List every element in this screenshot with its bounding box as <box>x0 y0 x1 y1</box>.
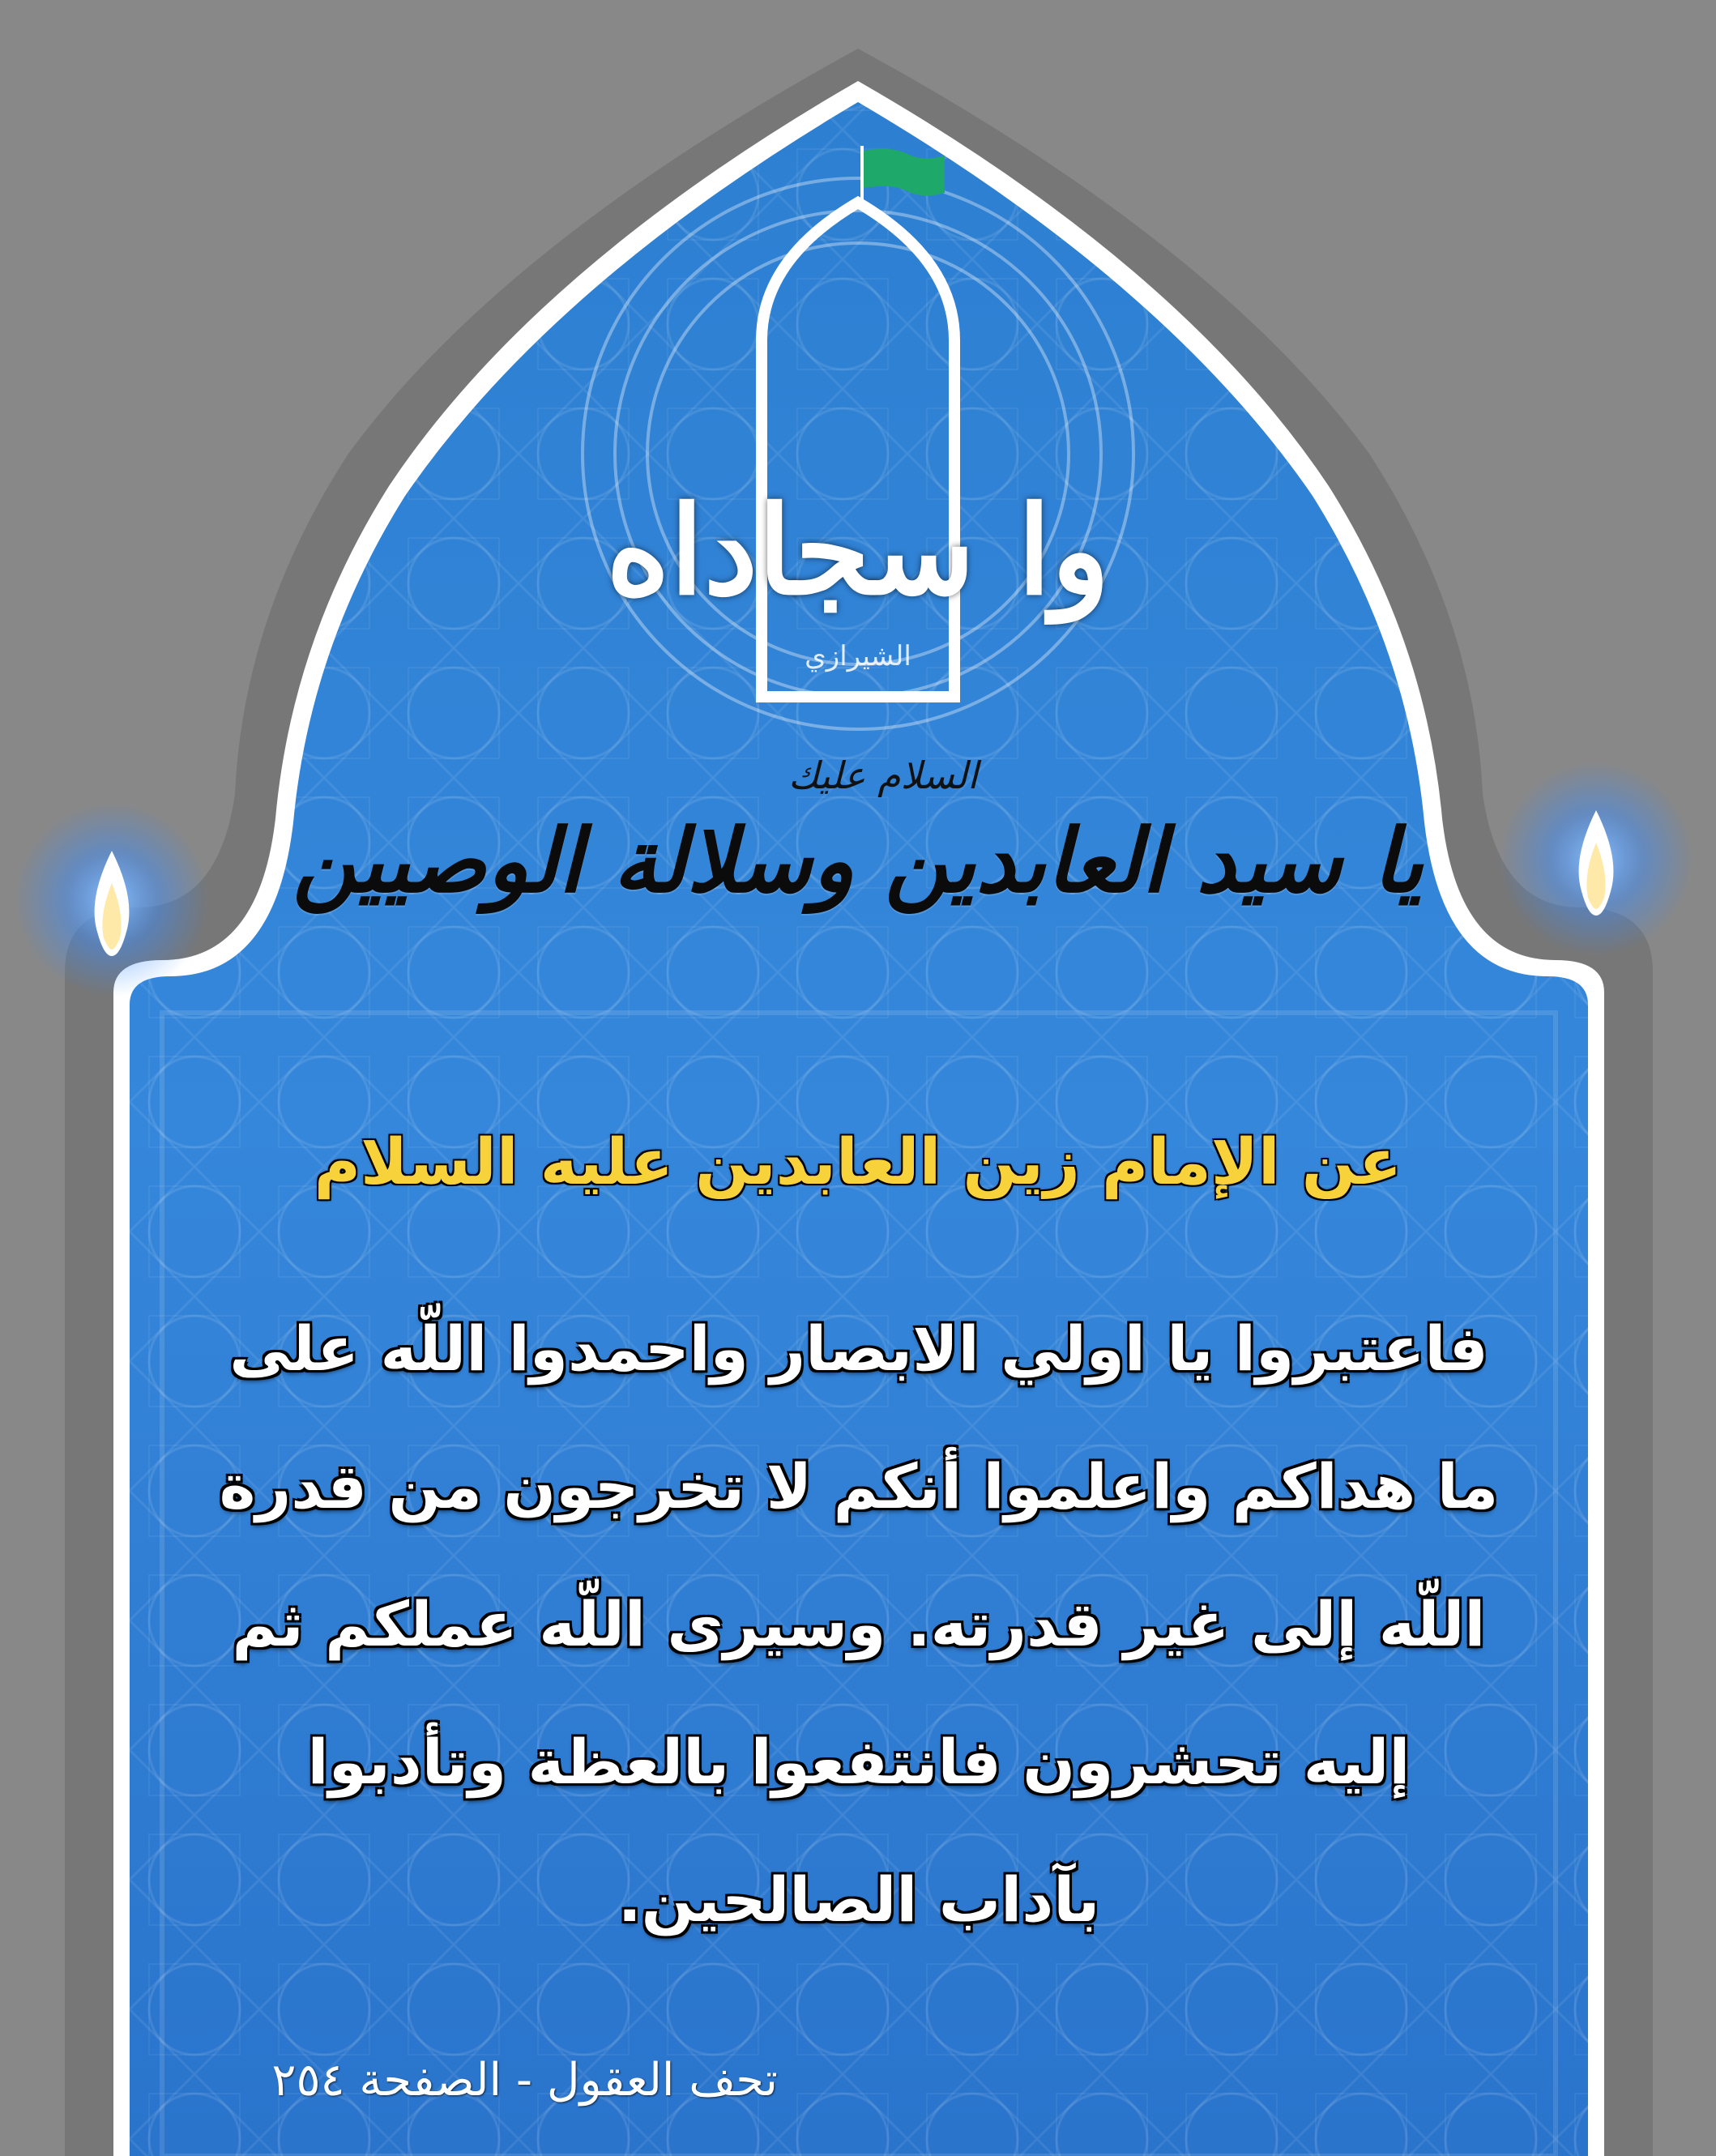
salutation-main: يا سيد العابدين وسلالة الوصيين <box>292 810 1424 912</box>
green-flag-icon <box>859 146 948 211</box>
emblem-calligraphy: وا سجاداه <box>606 480 1110 622</box>
salutation-small: السلام عليك <box>788 754 978 797</box>
page-title: عن الإمام زين العابدين عليه السلام <box>314 1126 1402 1199</box>
emblem-signature: الشيرازي <box>805 640 911 672</box>
hadith-quote: فاعتبروا يا اولي الابصار واحمدوا اللّه على ما هداكم واعلموا أنكم لا تخرجون من قدرة اللّه إلى غير قدرته. وسيرى اللّه عملكم ثم إليه تحشرون فانتفعوا بالعظة وتأدبوا بآداب الصالحين. <box>219 1313 1499 1936</box>
source-citation: تحف العقول - الصفحة ٢٥٤ <box>271 2054 778 2107</box>
